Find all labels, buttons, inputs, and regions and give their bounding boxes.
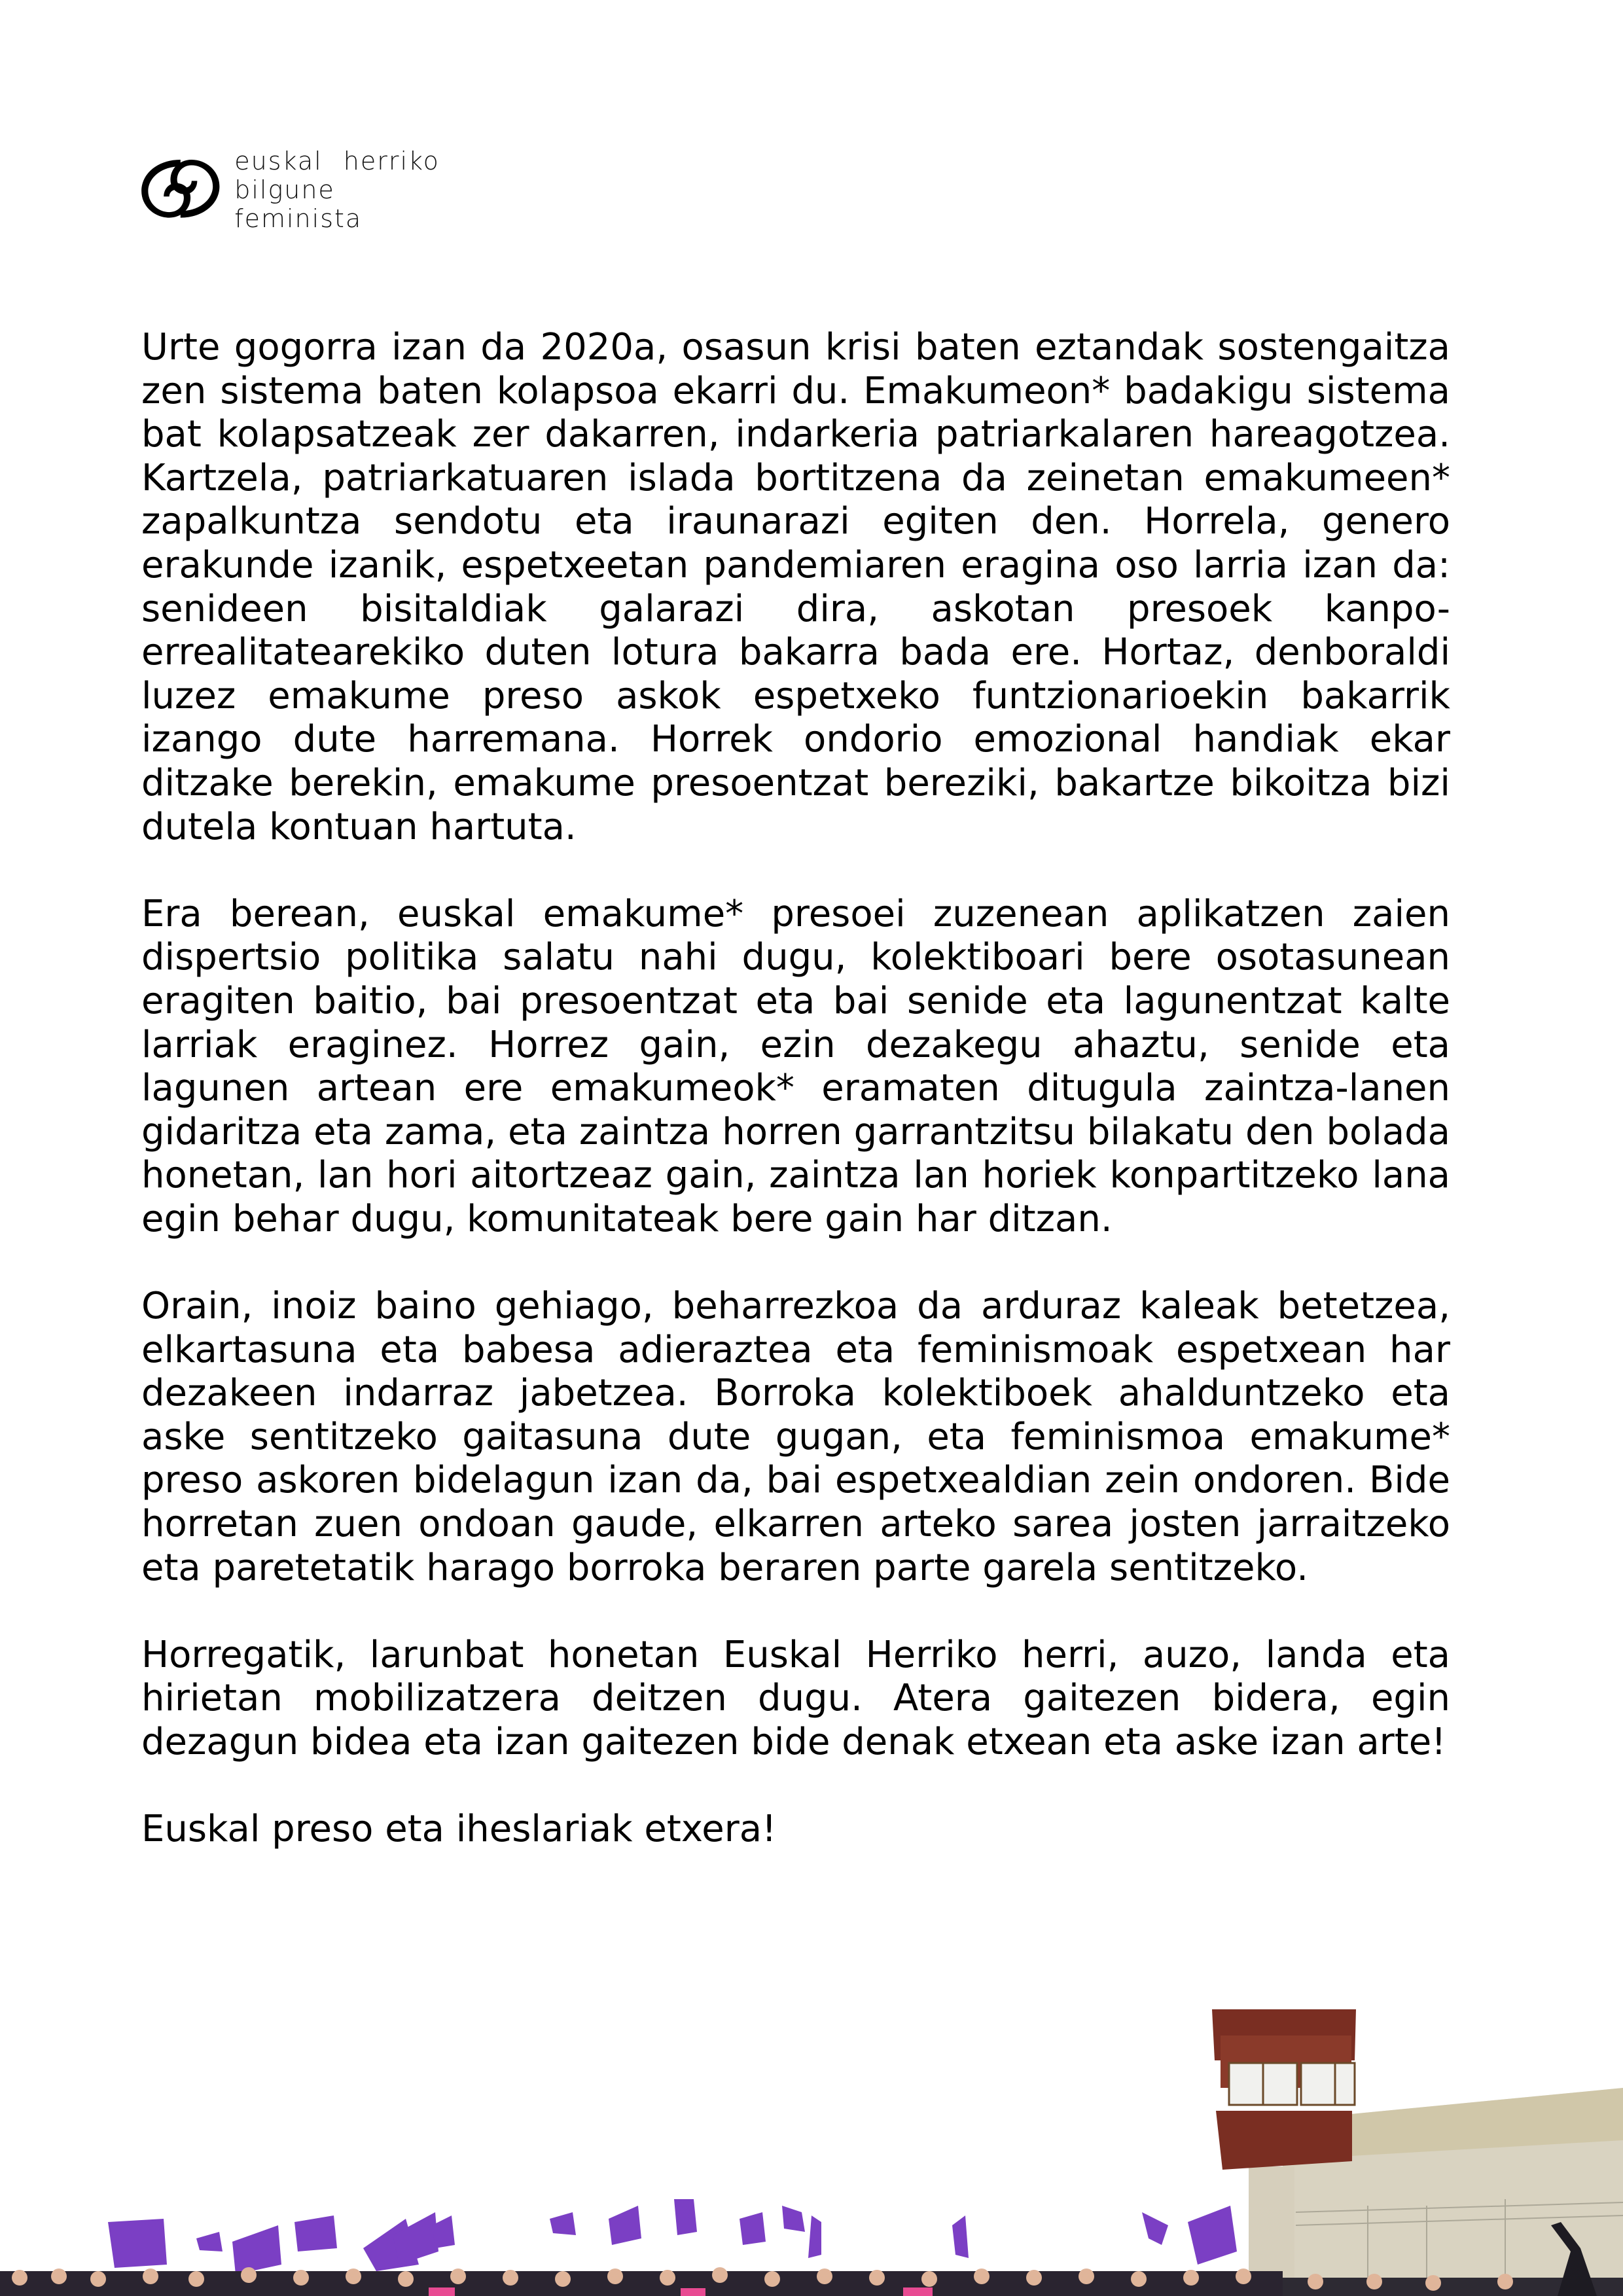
paragraph-4: Horregatik, larunbat honetan Euskal Herriko herri, auzo, landa eta hirietan mobilizatzera deitzen dugu. Atera gaitezen bidera, egin dezagun bidea eta izan gaitezen bide denak etxean eta aske izan arte!	[141, 1633, 1450, 1763]
flag	[196, 2232, 223, 2251]
purple-flags	[108, 2199, 1237, 2274]
flag	[952, 2215, 969, 2258]
logo-line-2: bilgune feminista	[234, 175, 363, 233]
flag	[609, 2206, 641, 2245]
flag	[782, 2206, 805, 2232]
logo-line-1: euskal herriko	[234, 147, 440, 175]
logo-wordmark	[234, 147, 454, 233]
flag	[1188, 2206, 1237, 2265]
closing-slogan: Euskal preso eta iheslariak etxera!	[141, 1808, 777, 1851]
flag	[108, 2219, 167, 2268]
organization-logo	[140, 147, 454, 233]
flag	[232, 2225, 281, 2274]
paragraph-1: Urte gogorra izan da 2020a, osasun krisi baten eztandak sostengaitza zen sistema baten kolapsoa ekarri du. Emakumeon* badakigu sistema bat kolapsatzeak zer dakarren, indarkeria patriarkalaren hareagotzea. Kartzela, patriarkatuaren islada bortitzena da zeinetan emakumeen* zapalkuntza sendotu eta iraunarazi egiten den. Horrela, genero erakunde izanik, espetxeetan pandemiaren eragina oso larria izan da: senideen bisitaldiak galarazi dira, askotan presoek kanpo-errealitatearekiko duten lotura bakarra bada ere. Hortaz, denboraldi luzez emakume preso askok espetxeko funtzionarioekin bakarrik izango dute harremana. Horrek ondorio emozional handiak ekar ditzake berekin, emakume presoentzat bereziki, bakartze bikoitza bizi dutela kontuan hartuta.	[141, 326, 1450, 848]
flag	[550, 2212, 576, 2235]
flag	[674, 2199, 697, 2235]
spiral-logo-icon	[140, 158, 220, 221]
statement-body	[141, 326, 1450, 1852]
flag	[1142, 2212, 1168, 2245]
protest-photo	[0, 1990, 1623, 2296]
flag	[740, 2212, 766, 2245]
flag	[808, 2215, 821, 2258]
flag	[294, 2215, 337, 2251]
flag	[393, 2212, 438, 2265]
paragraph-3: Orain, inoiz baino gehiago, beharrezkoa da arduraz kaleak betetzea, elkartasuna eta babesa adieraztea eta feminismoak espetxean har dezakeen indarraz jabetzea. Borroka kolektiboek ahalduntzeko eta aske sentitzeko gaitasuna dute gugan, eta feminismoa emakume* preso askoren bidelagun izan da, bai espetxealdian zein ondoren. Bide horretan zuen ondoan gaude, elkarren arteko sarea josten jarraitzeko eta paretetatik harago borroka beraren parte garela sentitzeko.	[141, 1285, 1450, 1589]
paragraph-2: Era berean, euskal emakume* presoei zuzenean aplikatzen zaien dispertsio politika salatu nahi dugu, kolektiboari bere osotasunean eragiten baitio, bai presoentzat eta bai senide eta lagunentzat kalte larriak eraginez. Horrez gain, ezin dezakegu ahaztu, senide eta lagunen artean ere emakumeok* eramaten ditugula zaintza-lanen gidaritza eta zama, eta zaintza horren garrantzitsu bilakatu den bolada honetan, lan hori aitortzeaz gain, zaintza lan horiek konpartitzeko lana egin behar dugu, komunitateak bere gain har ditzan.	[141, 892, 1450, 1240]
watchtower	[1212, 2009, 1356, 2170]
